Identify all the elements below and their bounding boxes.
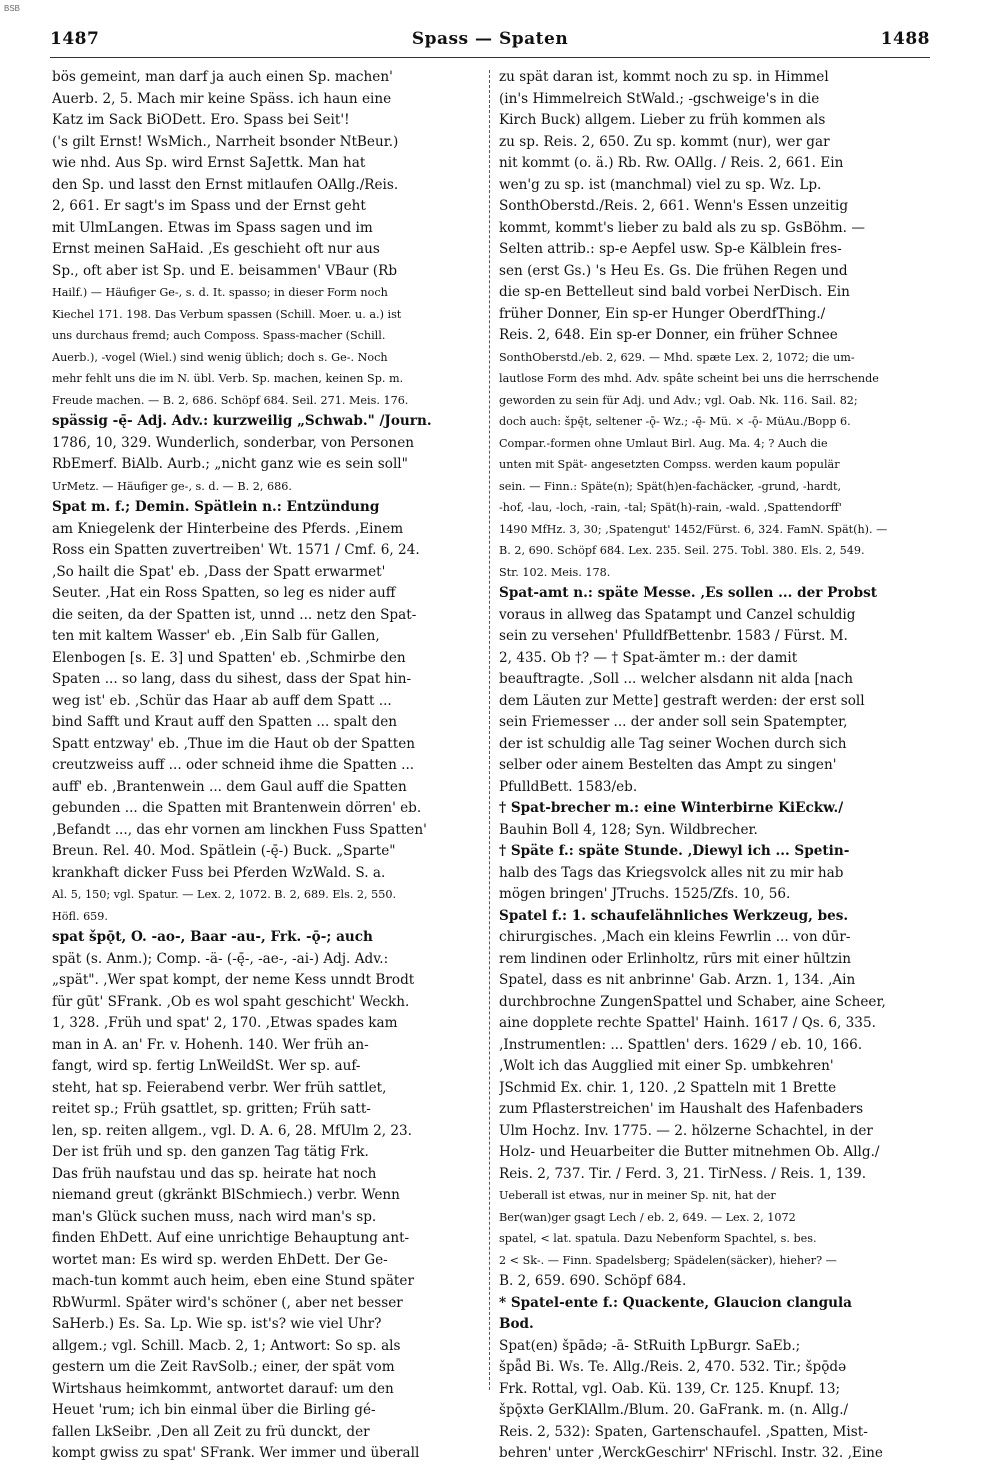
right-column-line: SonthOberstd./Reis. 2, 661. Wenn's Essen unzeitig (499, 198, 849, 214)
left-column-line: mach-tun kommt auch heim, eben eine Stund später (52, 1273, 414, 1289)
right-column-line: 2 < Sk-. — Finn. Spadelsberg; Spädelen(säcker), hieher? — (499, 1253, 837, 1267)
right-column-line: geworden zu sein für Adj. und Adv.; vgl. Oab. Nk. 116. Sail. 82; (499, 393, 858, 407)
left-column-line: Heuet 'rum; ich bin einmal über die Birling gé- (52, 1402, 376, 1418)
left-column-line: Wirtshaus heimkommt, antwortet darauf: um den (52, 1380, 394, 1397)
right-column-line: sein Friemesser ... der ander soll sein Spatempter, (499, 714, 848, 730)
right-column-line: zu spät daran ist, kommt noch zu sp. in Himmel (499, 69, 829, 85)
page-number-right: 1488 (880, 29, 930, 49)
column-divider (489, 70, 490, 1390)
right-column-line: Ueberall ist etwas, nur in meiner Sp. nit, hat der (499, 1189, 776, 1202)
right-column-line: † Spat-brecher m.: eine Winterbirne KiEckw./ (499, 800, 844, 816)
running-title: Spass — Spaten (411, 29, 569, 49)
right-column-line: halb des Tags das Kriegsvolck alles nit zu mir hab (499, 864, 844, 881)
left-column-line: spat špǭt, O. -ao-, Baar -au-, Frk. -ǭ-; auch (52, 929, 373, 945)
left-column-line: spät (s. Anm.); Comp. -ä- (-ę̄-, -ae-, -ai-) Adj. Adv.: (52, 950, 389, 967)
right-column-line: 2, 435. Ob †? — † Spat-ämter m.: der damit (499, 649, 798, 666)
right-column-line: voraus in allweg das Spatampt und Canzel schuldig (499, 606, 856, 623)
left-column-line: finden EhDett. Auf eine unrichtige Behauptung ant- (52, 1230, 410, 1246)
left-column-line: Auerb.), -vogel (Wiel.) sind wenig üblich; doch s. Ge-. Noch (52, 350, 388, 364)
library-stamp: BSB (4, 4, 21, 13)
right-column-line: dem Läuten zur Mette] gestraft werden: der erst soll (499, 692, 865, 709)
right-column-line: lautlose Form des mhd. Adv. spâte scheint bei uns die herrschende (499, 372, 879, 385)
page-number-left: 1487 (50, 29, 100, 49)
right-column-line: Reis. 2, 532): Spaten, Gartenschaufel. ‚Spatten, Mist- (499, 1423, 868, 1440)
right-column-line: SonthOberstd./eb. 2, 629. — Mhd. spæte Lex. 2, 1072; die um- (499, 350, 855, 364)
left-column-line: allgem.; vgl. Schill. Macb. 2, 1; Antwort: So sp. als (52, 1337, 401, 1354)
right-column-line: beauftragte. ‚Soll ... welcher alsdann nit alda [nach (499, 671, 853, 687)
left-column-line: bös gemeint, man darf ja auch einen Sp. machen' (52, 69, 393, 85)
right-column-line: Ulm Hochz. Inv. 1775. — 2. hölzerne Schachtel, in der (499, 1122, 873, 1139)
right-column-line: rem lindinen oder Erlinholtz, rūrs mit einer hūltzin (499, 950, 851, 967)
left-column-line: Der ist früh und sp. den ganzen Tag tätig Frk. (52, 1144, 369, 1160)
left-column-line: spässig -ę̄- Adj. Adv.: kurzweilig „Schwab." /Journ. (52, 413, 432, 429)
left-column-line: 1, 328. ‚Früh und spat' 2, 170. ‚Etwas spades kam (52, 1015, 398, 1031)
right-column-line: selber oder ainem Bestelten das Ampt zu singen' (499, 757, 837, 773)
left-column-line: Das früh naufstau und das sp. heirate hat noch (52, 1165, 377, 1182)
left-column-line: reitet sp.; Früh gsattlet, sp. gritten; Früh satt- (52, 1101, 371, 1117)
left-column-line: für gūt' SFrank. ‚Ob es wol spaht geschicht' Weckh. (52, 993, 410, 1010)
left-column-line: Hailf.) — Häufiger Ge-, s. d. It. spasso; in dieser Form noch (52, 286, 388, 299)
left-column-line: wortet man: Es wird sp. werden EhDett. Der Ge- (52, 1251, 388, 1268)
left-column-line: gestern um die Zeit RavSolb.; einer, der spät vom (52, 1359, 395, 1375)
left-column-line: uns durchaus fremd; auch Composs. Spass-macher (Schill. (52, 329, 386, 342)
right-column-line: Reis. 2, 737. Tir. / Ferd. 3, 21. TirNess. / Reis. 1, 139. (499, 1165, 867, 1182)
left-column-line: man's Glück suchen muss, nach wird man's sp. (52, 1208, 377, 1225)
left-column (52, 67, 484, 1465)
right-column-line: sein zu versehen' PfulldfBettenbr. 1583 / Fürst. M. (499, 628, 848, 644)
left-column-line: kompt gwiss zu spat' SFrank. Wer immer und überall (52, 1445, 420, 1461)
left-column-line: UrMetz. — Häufiger ge-, s. d. — B. 2, 686. (52, 479, 292, 493)
right-column-line: die sp-en Bettelleut sind bald vorbei NerDisch. Ein (499, 284, 850, 300)
right-column-line: früher Donner, Ein sp-er Hunger OberdfThing./ (499, 305, 826, 322)
page-header (50, 22, 930, 56)
left-column-line: man in A. an' Fr. v. Hohenh. 140. Wer früh an- (52, 1036, 369, 1053)
left-column-line: fallen LkSeibr. ‚Den all Zeit zu frü dunckt, der (52, 1423, 370, 1440)
right-column-line: B. 2, 690. Schöpf 684. Lex. 235. Seil. 275. Tobl. 380. Els. 2, 549. (499, 544, 865, 557)
right-column-line: 1490 MfHz. 3, 30; ‚Spatengut' 1452/Fürst. 6, 324. FamN. Spät(h). — (499, 522, 888, 536)
right-column-line: Spatel, dass es nit anbrinne' Gab. Arzn. 1, 134. ‚Ain (499, 972, 856, 988)
right-column-line: Selten attrib.: sp-e Aepfel usw. Sp-e Kälblein fres- (499, 241, 842, 257)
left-column-line: mit UlmLangen. Etwas im Spass sagen und im (52, 219, 373, 236)
left-column-line: weg ist' eb. ‚Schür das Haar ab auff dem Spatt ... (52, 692, 392, 709)
left-column-line: steht, hat sp. Feierabend verbr. Wer früh sattlet, (52, 1079, 387, 1096)
right-column-line: mögen bringen' JTruchs. 1525/Zfs. 10, 56. (499, 886, 791, 902)
left-column-line: Breun. Rel. 40. Mod. Spätlein (-ę̄-) Buck. „Sparte" (52, 843, 396, 859)
left-column-line: bind Safft und Kraut auff den Spatten ... spalt den (52, 714, 398, 730)
left-column-line: gebunden ... die Spatten mit Brantenwein dörren' eb. (52, 800, 422, 816)
left-column-line: Kiechel 171. 198. Das Verbum spassen (Schill. Moer. u. a.) ist (52, 307, 402, 321)
right-column-line: Spatel f.: 1. schaufelähnliches Werkzeug, bes. (499, 907, 849, 924)
left-column-line: Sp., oft aber ist Sp. und E. beisammen' VBaur (Rb (52, 262, 398, 279)
right-column-line: Ber(wan)ger gsagt Lech / eb. 2, 649. — Lex. 2, 1072 (499, 1210, 796, 1224)
left-column-line: ‚So hailt die Spat' eb. ‚Dass der Spatt erwarmet' (52, 563, 386, 580)
left-column-line: fangt, wird sp. fertig LnWeildSt. Wer sp. auf- (52, 1058, 361, 1074)
right-column-line: sen (erst Gs.) 's Heu Es. Gs. Die frühen Regen und (499, 262, 848, 279)
left-column-line: Seuter. ‚Hat ein Ross Spatten, so leg es nider auff (52, 585, 396, 601)
right-column-line: ‚Instrumentlen: ... Spattlen' ders. 1629 / eb. 10, 166. (499, 1036, 863, 1053)
right-column-line: Holz- und Heuarbeiter die Butter mitnehmen Ob. Allg./ (499, 1144, 880, 1160)
right-column-line: † Späte f.: späte Stunde. ‚Diewyl ich ... Spetin- (499, 843, 850, 859)
right-column-line: der ist schuldig alle Tag seiner Wochen durch sich (499, 735, 847, 752)
left-column-line: len, sp. reiten allgem., vgl. D. A. 6, 28. MfUlm 2, 23. (52, 1122, 412, 1139)
left-column-line: creutzweiss auff ... oder schneid ihme die Spatten ... (52, 757, 415, 773)
left-column-line: am Kniegelenk der Hinterbeine des Pferds. ‚Einem (52, 520, 404, 537)
header-rule (50, 57, 930, 58)
left-column-line: Höfl. 659. (52, 909, 108, 923)
left-column-line: die seiten, da der Spatten ist, unnd ... netz den Spat- (52, 606, 417, 623)
right-column-line: nit kommt (o. ä.) Rb. Rw. OAllg. / Reis. 2, 661. Ein (499, 155, 844, 171)
left-column-line: 1786, 10, 329. Wunderlich, sonderbar, von Personen (52, 434, 414, 451)
left-column-line: Spat m. f.; Demin. Spätlein n.: Entzündung (52, 499, 380, 515)
right-column-line: durchbrochne ZungenSpattel und Schaber, aine Scheer, (499, 993, 886, 1010)
right-column-line: Str. 102. Meis. 178. (499, 565, 611, 579)
right-column-line: Compar.-formen ohne Umlaut Birl. Aug. Ma. 4; ? Auch die (499, 436, 828, 450)
right-column-line: špǟd Bi. Ws. Te. Allg./Reis. 2, 470. 532. Tir.; špǭdə (499, 1359, 847, 1375)
left-column-line: SaHerb.) Es. Sa. Lp. Wie sp. ist's? wie viel Uhr? (52, 1316, 382, 1332)
right-column (499, 67, 931, 1465)
right-column-line: sein. — Finn.: Späte(n); Spät(h)en-fachäcker, -grund, -hardt, (499, 479, 842, 493)
left-column-line: RbEmerf. BiAlb. Aurb.; „nicht ganz wie es sein soll" (52, 456, 408, 472)
left-column-line: „spät". ‚Wer spat kompt, der neme Kess unndt Brodt (52, 972, 415, 988)
right-column-line: aine dopplete rechte Spattel' Hainh. 1617 / Qs. 6, 335. (499, 1015, 876, 1031)
left-column-line: mehr fehlt uns die im N. übl. Verb. Sp. machen, keinen Sp. m. (52, 372, 404, 385)
left-column-line: ('s gilt Ernst! WsMich., Narrheit bsonder NtBeur.) (52, 133, 399, 150)
right-column-line: PfulldBett. 1583/eb. (499, 778, 638, 795)
left-column-line: wie nhd. Aus Sp. wird Ernst SaJettk. Man hat (52, 155, 366, 171)
left-column-line: Spatt entzway' eb. ‚Thue im die Haut ob der Spatten (52, 735, 416, 752)
left-column-line: krankhaft dicker Fuss bei Pferden WzWald. S. a. (52, 864, 386, 881)
right-column-line: špǭxtə GerKlAllm./Blum. 20. GaFrank. m. (n. Allg./ (499, 1402, 849, 1418)
right-column-line: spatel, < lat. spatula. Dazu Nebenform Spachtel, s. bes. (499, 1232, 817, 1245)
left-column-line: niemand greut (gkränkt BlSchmiech.) verbr. Wenn (52, 1187, 400, 1203)
right-column-line: Reis. 2, 648. Ein sp-er Donner, ein früher Schnee (499, 327, 838, 343)
left-column-line: den Sp. und lasst den Ernst mitlaufen OAllg./Reis. (52, 176, 399, 193)
left-column-line: Ernst meinen SaHaid. ‚Es geschieht oft nur aus (52, 241, 380, 257)
right-column-line: Spat-amt n.: späte Messe. ‚Es sollen ... der Probst (499, 585, 878, 601)
left-column-line: Auerb. 2, 5. Mach mir keine Späss. ich haun eine (52, 90, 392, 107)
left-column-line: Al. 5, 150; vgl. Spatur. — Lex. 2, 1072. B. 2, 689. Els. 2, 550. (52, 888, 397, 901)
left-column-line: ‚Befandt ..., das ehr vornen am linckhen Fuss Spatten' (52, 821, 427, 838)
right-column-line: doch auch: špę̄t, seltener -ǭ- Wz.; -ę̄- Mü. × -ǭ- MüAu./Bopp 6. (499, 415, 851, 428)
left-column-line: Spaten ... so lang, dass du sihest, dass der Spat hin- (52, 671, 412, 687)
right-column-line: kommt, kommt's lieber zu bald als zu sp. GsBöhm. — (499, 219, 865, 236)
right-column-line: zum Pflasterstreichen' im Haushalt des Hafenbaders (499, 1101, 864, 1117)
right-column-line: behren' unter ‚WerckGeschirr' NFrischl. Instr. 32. ‚Eine (499, 1445, 883, 1461)
right-column-line: -hof, -lau, -loch, -rain, -tal; Spät(h)-rain, -wald. ‚Spattendorff' (499, 501, 842, 514)
right-column-line: (in's Himmelreich StWald.; -gschweige's in die (499, 90, 820, 107)
right-column-line: ‚Wolt ich das Augglied mit einer Sp. umbkehren' (499, 1058, 834, 1074)
right-column-line: Kirch Buck) allgem. Lieber zu früh kommen als (499, 112, 826, 128)
left-column-line: ten mit kaltem Wasser' eb. ‚Ein Salb für Gallen, (52, 628, 380, 644)
left-column-line: auff' eb. ‚Brantenwein ... dem Gaul auff die Spatten (52, 778, 407, 795)
right-column-line: * Spatel-ente f.: Quackente, Glaucion clangula (499, 1294, 852, 1311)
right-column-line: Bod. (499, 1316, 534, 1332)
right-column-line: Bauhin Boll 4, 128; Syn. Wildbrecher. (499, 821, 758, 838)
right-column-line: B. 2, 659. 690. Schöpf 684. (499, 1273, 687, 1289)
left-column-line: Freude machen. — B. 2, 686. Schöpf 684. Seil. 271. Meis. 176. (52, 393, 409, 407)
right-column-line: chirurgisches. ‚Mach ein kleins Fewrlin ... von dūr- (499, 929, 851, 945)
left-column-line: Elenbogen [s. E. 3] und Spatten' eb. ‚Schmirbe den (52, 649, 406, 666)
right-column-line: unten mit Spät- angesetzten Compss. werden kaum populär (499, 458, 840, 471)
right-column-line: zu sp. Reis. 2, 650. Zu sp. kommt (nur), wer gar (499, 133, 830, 150)
left-column-line: RbWurml. Später wird's schöner (, aber net besser (52, 1294, 403, 1311)
right-column-line: Spat(en) špādə; -ā- StRuith LpBurgr. SaEb.; (499, 1337, 801, 1354)
right-column-line: JSchmid Ex. chir. 1, 120. ‚2 Spatteln mit 1 Brette (499, 1079, 837, 1096)
left-column-line: 2, 661. Er sagt's im Spass und der Ernst geht (52, 198, 366, 214)
left-column-line: Katz im Sack BiODett. Ero. Spass bei Seit'! (52, 112, 350, 128)
right-column-line: wen'g zu sp. ist (manchmal) viel zu sp. Wz. Lp. (499, 176, 822, 193)
left-column-line: Ross ein Spatten zuvertreiben' Wt. 1571 / Cmf. 6, 24. (52, 542, 420, 558)
right-column-line: Frk. Rottal, vgl. Oab. Kü. 139, Cr. 125. Knupf. 13; (499, 1380, 841, 1397)
